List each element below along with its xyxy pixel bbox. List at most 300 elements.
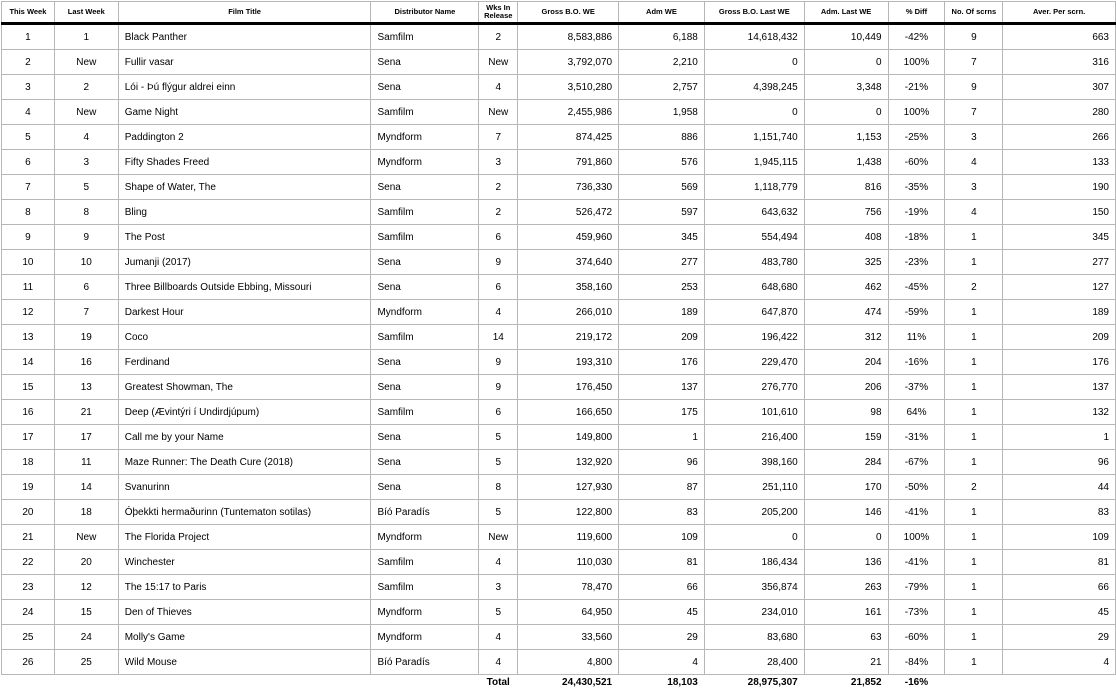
- cell-rank-last-week: 9: [54, 225, 118, 250]
- cell-weeks-in-release: 9: [479, 350, 518, 375]
- cell-distributor: Sena: [371, 375, 479, 400]
- cell-rank-this-week: 26: [2, 650, 55, 675]
- cell-adm-we: 2,210: [619, 50, 705, 75]
- cell-screens: 1: [945, 300, 1003, 325]
- cell-rank-last-week: 14: [54, 475, 118, 500]
- cell-rank-this-week: 10: [2, 250, 55, 275]
- cell-adm-we: 83: [619, 500, 705, 525]
- cell-rank-last-week: New: [54, 100, 118, 125]
- cell-film-title: Game Night: [118, 100, 371, 125]
- cell-film-title: Darkest Hour: [118, 300, 371, 325]
- table-row: [2, 200, 1116, 225]
- cell-adm-we: 6,188: [619, 24, 705, 50]
- cell-gross-last-we: 28,400: [704, 650, 804, 675]
- cell-gross-we: 459,960: [518, 225, 619, 250]
- cell-pct-diff: -84%: [888, 650, 945, 675]
- cell-gross-last-we: 0: [704, 50, 804, 75]
- cell-avg-per-screen: 176: [1003, 350, 1116, 375]
- cell-weeks-in-release: 8: [479, 475, 518, 500]
- cell-avg-per-screen: 96: [1003, 450, 1116, 475]
- cell-pct-diff: 100%: [888, 100, 945, 125]
- cell-weeks-in-release: 9: [479, 375, 518, 400]
- cell-distributor: Samfilm: [371, 400, 479, 425]
- cell-avg-per-screen: 266: [1003, 125, 1116, 150]
- cell-rank-this-week: 5: [2, 125, 55, 150]
- cell-rank-this-week: 21: [2, 525, 55, 550]
- cell-screens: 1: [945, 650, 1003, 675]
- cell-adm-we: 109: [619, 525, 705, 550]
- cell-gross-last-we: 483,780: [704, 250, 804, 275]
- cell-gross-we: 193,310: [518, 350, 619, 375]
- cell-screens: 1: [945, 350, 1003, 375]
- cell-avg-per-screen: 150: [1003, 200, 1116, 225]
- cell-pct-diff: -67%: [888, 450, 945, 475]
- cell-weeks-in-release: 4: [479, 75, 518, 100]
- cell-rank-this-week: 19: [2, 475, 55, 500]
- cell-adm-last-we: 136: [804, 550, 888, 575]
- table-row: [2, 24, 1116, 50]
- cell-adm-we: 569: [619, 175, 705, 200]
- table-row: [2, 400, 1116, 425]
- cell-film-title: Paddington 2: [118, 125, 371, 150]
- cell-rank-last-week: 1: [54, 24, 118, 50]
- cell-rank-this-week: 17: [2, 425, 55, 450]
- cell-avg-per-screen: 133: [1003, 150, 1116, 175]
- cell-gross-last-we: 356,874: [704, 575, 804, 600]
- cell-adm-last-we: 325: [804, 250, 888, 275]
- cell-adm-last-we: 0: [804, 50, 888, 75]
- cell-adm-last-we: 159: [804, 425, 888, 450]
- cell-rank-this-week: 3: [2, 75, 55, 100]
- cell-gross-last-we: 643,632: [704, 200, 804, 225]
- cell-adm-last-we: 170: [804, 475, 888, 500]
- cell-rank-this-week: 25: [2, 625, 55, 650]
- cell-pct-diff: -16%: [888, 350, 945, 375]
- cell-screens: 3: [945, 175, 1003, 200]
- cell-rank-last-week: 16: [54, 350, 118, 375]
- cell-avg-per-screen: 663: [1003, 24, 1116, 50]
- cell-screens: 4: [945, 150, 1003, 175]
- cell-avg-per-screen: 190: [1003, 175, 1116, 200]
- cell-pct-diff: 100%: [888, 50, 945, 75]
- cell-rank-last-week: 6: [54, 275, 118, 300]
- cell-rank-last-week: 4: [54, 125, 118, 150]
- cell-rank-this-week: 13: [2, 325, 55, 350]
- cell-film-title: Molly's Game: [118, 625, 371, 650]
- cell-screens: 3: [945, 125, 1003, 150]
- cell-screens: 4: [945, 200, 1003, 225]
- cell-adm-we: 137: [619, 375, 705, 400]
- table-row: [2, 525, 1116, 550]
- cell-film-title: The Post: [118, 225, 371, 250]
- cell-film-title: Greatest Showman, The: [118, 375, 371, 400]
- cell-weeks-in-release: 5: [479, 600, 518, 625]
- cell-adm-we: 345: [619, 225, 705, 250]
- cell-gross-last-we: 229,470: [704, 350, 804, 375]
- cell-rank-last-week: 17: [54, 425, 118, 450]
- table-row: [2, 375, 1116, 400]
- cell-adm-we: 1,958: [619, 100, 705, 125]
- cell-rank-last-week: 13: [54, 375, 118, 400]
- cell-gross-last-we: 1,945,115: [704, 150, 804, 175]
- cell-gross-last-we: 647,870: [704, 300, 804, 325]
- header-row: [2, 2, 1116, 24]
- cell-distributor: Samfilm: [371, 325, 479, 350]
- total-gross-we: 24,430,521: [518, 675, 619, 691]
- cell-gross-we: 3,792,070: [518, 50, 619, 75]
- cell-gross-we: 119,600: [518, 525, 619, 550]
- cell-adm-last-we: 1,438: [804, 150, 888, 175]
- table-row: [2, 450, 1116, 475]
- cell-rank-this-week: 8: [2, 200, 55, 225]
- cell-weeks-in-release: 6: [479, 275, 518, 300]
- cell-screens: 2: [945, 475, 1003, 500]
- table-row: [2, 475, 1116, 500]
- header-this-week: This Week: [2, 2, 55, 24]
- cell-rank-this-week: 15: [2, 375, 55, 400]
- cell-distributor: Myndform: [371, 525, 479, 550]
- cell-gross-we: 33,560: [518, 625, 619, 650]
- cell-rank-last-week: 11: [54, 450, 118, 475]
- cell-weeks-in-release: 2: [479, 24, 518, 50]
- cell-adm-we: 29: [619, 625, 705, 650]
- cell-pct-diff: -21%: [888, 75, 945, 100]
- cell-film-title: Ferdinand: [118, 350, 371, 375]
- cell-screens: 1: [945, 325, 1003, 350]
- cell-weeks-in-release: 2: [479, 200, 518, 225]
- cell-screens: 1: [945, 500, 1003, 525]
- cell-gross-we: 874,425: [518, 125, 619, 150]
- cell-distributor: Sena: [371, 50, 479, 75]
- cell-gross-last-we: 14,618,432: [704, 24, 804, 50]
- cell-distributor: Sena: [371, 275, 479, 300]
- cell-adm-last-we: 206: [804, 375, 888, 400]
- cell-distributor: Myndform: [371, 625, 479, 650]
- total-adm-we: 18,103: [619, 675, 705, 691]
- cell-screens: 1: [945, 625, 1003, 650]
- cell-avg-per-screen: 209: [1003, 325, 1116, 350]
- cell-film-title: Den of Thieves: [118, 600, 371, 625]
- cell-film-title: Call me by your Name: [118, 425, 371, 450]
- cell-gross-we: 8,583,886: [518, 24, 619, 50]
- cell-avg-per-screen: 45: [1003, 600, 1116, 625]
- cell-adm-we: 253: [619, 275, 705, 300]
- cell-film-title: Lói - Þú flýgur aldrei einn: [118, 75, 371, 100]
- cell-gross-we: 266,010: [518, 300, 619, 325]
- cell-weeks-in-release: 4: [479, 300, 518, 325]
- table-row: [2, 500, 1116, 525]
- cell-gross-we: 176,450: [518, 375, 619, 400]
- cell-distributor: Sena: [371, 425, 479, 450]
- cell-film-title: Deep (Ævintýri í Undirdjúpum): [118, 400, 371, 425]
- cell-film-title: Maze Runner: The Death Cure (2018): [118, 450, 371, 475]
- header-pct-diff: % Diff: [888, 2, 945, 24]
- cell-avg-per-screen: 345: [1003, 225, 1116, 250]
- cell-screens: 1: [945, 375, 1003, 400]
- cell-adm-last-we: 462: [804, 275, 888, 300]
- cell-screens: 9: [945, 24, 1003, 50]
- cell-gross-we: 791,860: [518, 150, 619, 175]
- header-adm-we: Adm WE: [619, 2, 705, 24]
- cell-adm-last-we: 146: [804, 500, 888, 525]
- cell-weeks-in-release: 4: [479, 625, 518, 650]
- cell-gross-last-we: 1,151,740: [704, 125, 804, 150]
- cell-gross-we: 149,800: [518, 425, 619, 450]
- cell-gross-we: 358,160: [518, 275, 619, 300]
- cell-gross-last-we: 398,160: [704, 450, 804, 475]
- cell-film-title: Óþekkti hermaðurinn (Tuntematon sotilas): [118, 500, 371, 525]
- cell-film-title: Shape of Water, The: [118, 175, 371, 200]
- cell-adm-we: 176: [619, 350, 705, 375]
- cell-gross-we: 2,455,986: [518, 100, 619, 125]
- cell-gross-last-we: 4,398,245: [704, 75, 804, 100]
- cell-distributor: Samfilm: [371, 200, 479, 225]
- cell-gross-last-we: 648,680: [704, 275, 804, 300]
- cell-film-title: Black Panther: [118, 24, 371, 50]
- table-row: [2, 650, 1116, 675]
- cell-distributor: Bíó Paradís: [371, 500, 479, 525]
- cell-rank-last-week: New: [54, 525, 118, 550]
- cell-adm-we: 576: [619, 150, 705, 175]
- cell-screens: 2: [945, 275, 1003, 300]
- cell-avg-per-screen: 307: [1003, 75, 1116, 100]
- cell-rank-this-week: 22: [2, 550, 55, 575]
- cell-distributor: Bíó Paradís: [371, 650, 479, 675]
- cell-gross-last-we: 83,680: [704, 625, 804, 650]
- cell-screens: 1: [945, 425, 1003, 450]
- table-row: [2, 275, 1116, 300]
- cell-rank-this-week: 11: [2, 275, 55, 300]
- cell-gross-last-we: 0: [704, 100, 804, 125]
- cell-film-title: Coco: [118, 325, 371, 350]
- cell-film-title: Fifty Shades Freed: [118, 150, 371, 175]
- table-row: [2, 550, 1116, 575]
- cell-rank-this-week: 7: [2, 175, 55, 200]
- cell-rank-this-week: 24: [2, 600, 55, 625]
- cell-pct-diff: -60%: [888, 150, 945, 175]
- table-row: [2, 325, 1116, 350]
- cell-adm-last-we: 0: [804, 100, 888, 125]
- cell-pct-diff: 11%: [888, 325, 945, 350]
- cell-adm-last-we: 161: [804, 600, 888, 625]
- cell-rank-this-week: 9: [2, 225, 55, 250]
- cell-weeks-in-release: 6: [479, 225, 518, 250]
- cell-pct-diff: -31%: [888, 425, 945, 450]
- cell-pct-diff: -59%: [888, 300, 945, 325]
- cell-adm-last-we: 756: [804, 200, 888, 225]
- table-row: [2, 625, 1116, 650]
- cell-screens: 1: [945, 550, 1003, 575]
- header-avg-per-screen: Aver. Per scrn.: [1003, 2, 1116, 24]
- cell-distributor: Myndform: [371, 150, 479, 175]
- cell-avg-per-screen: 1: [1003, 425, 1116, 450]
- cell-adm-last-we: 10,449: [804, 24, 888, 50]
- cell-distributor: Sena: [371, 175, 479, 200]
- cell-adm-we: 886: [619, 125, 705, 150]
- cell-screens: 1: [945, 225, 1003, 250]
- cell-pct-diff: -45%: [888, 275, 945, 300]
- cell-adm-last-we: 312: [804, 325, 888, 350]
- cell-rank-last-week: 25: [54, 650, 118, 675]
- cell-gross-last-we: 276,770: [704, 375, 804, 400]
- header-gross-last-we: Gross B.O. Last WE: [704, 2, 804, 24]
- header-adm-last-we: Adm. Last WE: [804, 2, 888, 24]
- cell-avg-per-screen: 81: [1003, 550, 1116, 575]
- cell-gross-we: 374,640: [518, 250, 619, 275]
- cell-rank-last-week: 3: [54, 150, 118, 175]
- cell-avg-per-screen: 29: [1003, 625, 1116, 650]
- cell-rank-last-week: 20: [54, 550, 118, 575]
- cell-screens: 9: [945, 75, 1003, 100]
- cell-rank-last-week: 19: [54, 325, 118, 350]
- total-label: Total: [479, 675, 518, 691]
- cell-pct-diff: -73%: [888, 600, 945, 625]
- cell-rank-last-week: 15: [54, 600, 118, 625]
- cell-film-title: Wild Mouse: [118, 650, 371, 675]
- header-distributor: Distributor Name: [371, 2, 479, 24]
- cell-avg-per-screen: 132: [1003, 400, 1116, 425]
- cell-gross-last-we: 196,422: [704, 325, 804, 350]
- cell-distributor: Samfilm: [371, 100, 479, 125]
- cell-screens: 1: [945, 525, 1003, 550]
- cell-adm-we: 597: [619, 200, 705, 225]
- cell-gross-we: 219,172: [518, 325, 619, 350]
- cell-gross-last-we: 251,110: [704, 475, 804, 500]
- cell-distributor: Sena: [371, 250, 479, 275]
- cell-pct-diff: -18%: [888, 225, 945, 250]
- cell-pct-diff: 100%: [888, 525, 945, 550]
- cell-distributor: Sena: [371, 450, 479, 475]
- table-row: [2, 575, 1116, 600]
- cell-rank-last-week: 10: [54, 250, 118, 275]
- cell-weeks-in-release: New: [479, 525, 518, 550]
- cell-weeks-in-release: New: [479, 50, 518, 75]
- cell-adm-we: 209: [619, 325, 705, 350]
- cell-pct-diff: -41%: [888, 550, 945, 575]
- cell-avg-per-screen: 66: [1003, 575, 1116, 600]
- cell-adm-we: 81: [619, 550, 705, 575]
- cell-pct-diff: -25%: [888, 125, 945, 150]
- cell-screens: 7: [945, 50, 1003, 75]
- cell-film-title: Bling: [118, 200, 371, 225]
- cell-gross-last-we: 1,118,779: [704, 175, 804, 200]
- cell-avg-per-screen: 4: [1003, 650, 1116, 675]
- table-row: [2, 225, 1116, 250]
- cell-rank-this-week: 14: [2, 350, 55, 375]
- cell-gross-we: 78,470: [518, 575, 619, 600]
- cell-weeks-in-release: 6: [479, 400, 518, 425]
- table-row: [2, 125, 1116, 150]
- cell-pct-diff: -60%: [888, 625, 945, 650]
- cell-screens: 1: [945, 575, 1003, 600]
- cell-weeks-in-release: 4: [479, 550, 518, 575]
- cell-film-title: Three Billboards Outside Ebbing, Missouri: [118, 275, 371, 300]
- header-weeks-in-release: Wks In Release: [479, 2, 518, 24]
- cell-rank-this-week: 2: [2, 50, 55, 75]
- table-row: [2, 150, 1116, 175]
- cell-rank-last-week: 8: [54, 200, 118, 225]
- cell-distributor: Sena: [371, 350, 479, 375]
- cell-pct-diff: -50%: [888, 475, 945, 500]
- table-row: [2, 175, 1116, 200]
- cell-avg-per-screen: 44: [1003, 475, 1116, 500]
- cell-distributor: Samfilm: [371, 575, 479, 600]
- box-office-table: [1, 1, 1116, 691]
- cell-adm-last-we: 263: [804, 575, 888, 600]
- cell-avg-per-screen: 189: [1003, 300, 1116, 325]
- cell-distributor: Sena: [371, 475, 479, 500]
- table-row: [2, 300, 1116, 325]
- cell-distributor: Myndform: [371, 300, 479, 325]
- cell-gross-last-we: 186,434: [704, 550, 804, 575]
- cell-avg-per-screen: 127: [1003, 275, 1116, 300]
- cell-rank-this-week: 6: [2, 150, 55, 175]
- cell-avg-per-screen: 109: [1003, 525, 1116, 550]
- table-row: [2, 100, 1116, 125]
- cell-pct-diff: -79%: [888, 575, 945, 600]
- cell-pct-diff: -23%: [888, 250, 945, 275]
- cell-rank-this-week: 12: [2, 300, 55, 325]
- cell-gross-last-we: 101,610: [704, 400, 804, 425]
- cell-adm-last-we: 284: [804, 450, 888, 475]
- header-screens: No. Of scrns: [945, 2, 1003, 24]
- cell-gross-we: 132,920: [518, 450, 619, 475]
- cell-gross-last-we: 234,010: [704, 600, 804, 625]
- cell-distributor: Samfilm: [371, 24, 479, 50]
- cell-weeks-in-release: 2: [479, 175, 518, 200]
- cell-gross-we: 64,950: [518, 600, 619, 625]
- cell-adm-last-we: 204: [804, 350, 888, 375]
- cell-adm-we: 66: [619, 575, 705, 600]
- cell-adm-we: 2,757: [619, 75, 705, 100]
- header-film-title: Film Title: [118, 2, 371, 24]
- cell-rank-last-week: 2: [54, 75, 118, 100]
- cell-distributor: Myndform: [371, 600, 479, 625]
- cell-distributor: Myndform: [371, 125, 479, 150]
- table-row: [2, 425, 1116, 450]
- cell-weeks-in-release: 3: [479, 150, 518, 175]
- cell-rank-last-week: New: [54, 50, 118, 75]
- cell-rank-this-week: 16: [2, 400, 55, 425]
- cell-adm-last-we: 816: [804, 175, 888, 200]
- cell-adm-we: 87: [619, 475, 705, 500]
- cell-film-title: The Florida Project: [118, 525, 371, 550]
- total-pct-diff: -16%: [888, 675, 945, 691]
- cell-rank-this-week: 18: [2, 450, 55, 475]
- cell-adm-we: 4: [619, 650, 705, 675]
- cell-weeks-in-release: 9: [479, 250, 518, 275]
- cell-rank-last-week: 18: [54, 500, 118, 525]
- cell-screens: 1: [945, 450, 1003, 475]
- cell-pct-diff: -35%: [888, 175, 945, 200]
- cell-adm-last-we: 98: [804, 400, 888, 425]
- cell-rank-last-week: 5: [54, 175, 118, 200]
- cell-weeks-in-release: 4: [479, 650, 518, 675]
- cell-pct-diff: -41%: [888, 500, 945, 525]
- cell-screens: 1: [945, 400, 1003, 425]
- header-last-week: Last Week: [54, 2, 118, 24]
- total-gross-last-we: 28,975,307: [704, 675, 804, 691]
- cell-rank-this-week: 23: [2, 575, 55, 600]
- cell-weeks-in-release: 7: [479, 125, 518, 150]
- header-gross-we: Gross B.O. WE: [518, 2, 619, 24]
- cell-pct-diff: -37%: [888, 375, 945, 400]
- cell-adm-last-we: 63: [804, 625, 888, 650]
- cell-avg-per-screen: 83: [1003, 500, 1116, 525]
- cell-gross-last-we: 216,400: [704, 425, 804, 450]
- cell-distributor: Samfilm: [371, 550, 479, 575]
- cell-adm-we: 96: [619, 450, 705, 475]
